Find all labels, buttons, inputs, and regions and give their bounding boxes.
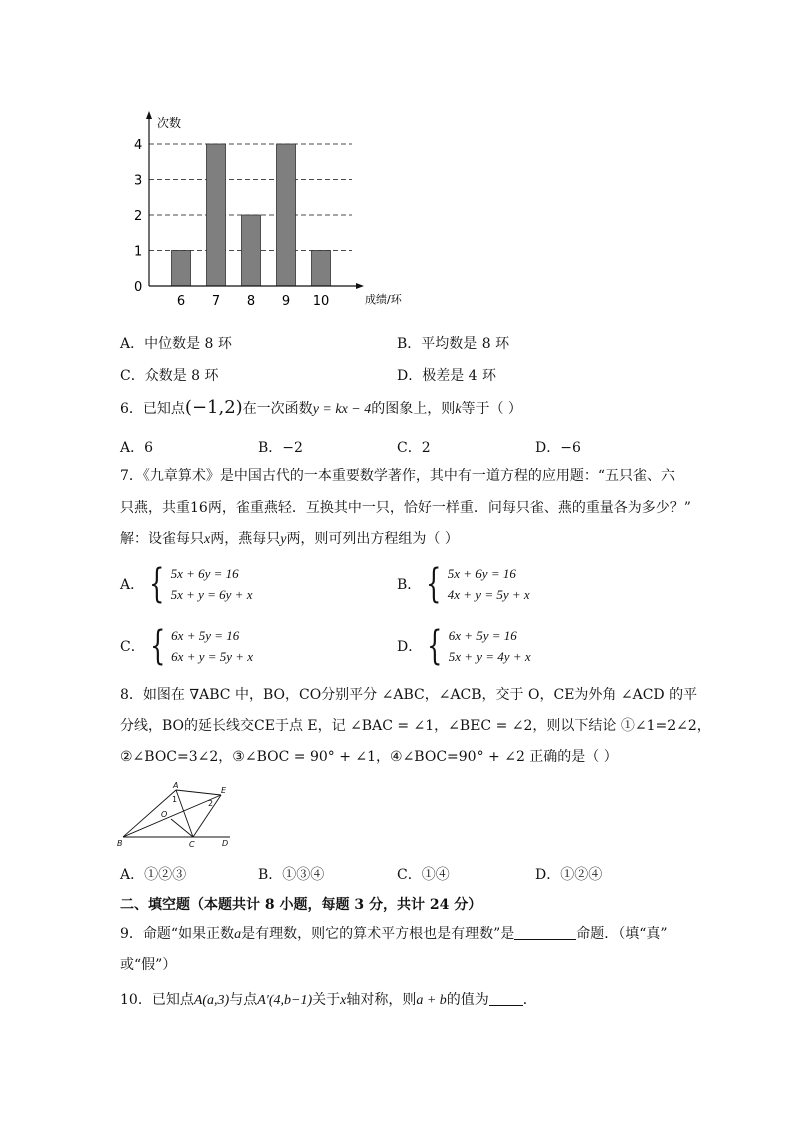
- q8-option-c: C．①④: [397, 867, 450, 883]
- q7-option-c: C． { 6x + 5y = 16 6x + y = 5y + x: [120, 623, 254, 669]
- q6-stem: 6．已知点(−1,2)在一次函数y = kx − 4的图象上，则k等于（ ）: [120, 397, 522, 418]
- x-tick-label: 8: [246, 294, 256, 309]
- label-angle-1: 1: [172, 795, 178, 804]
- q7-option-a: A． { 5x + 6y = 16 5x + y = 6y + x: [120, 561, 253, 607]
- segment-ae: [176, 790, 221, 795]
- bar-10: [312, 251, 331, 287]
- q10-answer-blank[interactable]: [489, 991, 523, 1006]
- q5-option-c: C．众数是 8 环: [120, 368, 219, 384]
- y-tick-label: 2: [134, 209, 143, 224]
- x-tick-label: 7: [211, 294, 221, 309]
- q8-option-b: B．①③④: [258, 867, 325, 883]
- q6-option-b: B．−2: [258, 440, 303, 456]
- label-e: E: [221, 786, 227, 795]
- q7-line-2: 只燕，共重16两，雀重燕轻．互换其中一只，恰好一样重．问每只雀、燕的重量各为多少？”: [120, 500, 691, 516]
- q7-option-b: B． { 5x + 6y = 16 4x + y = 5y + x: [397, 561, 530, 607]
- q9-answer-blank[interactable]: [514, 925, 576, 940]
- q6-option-a: A．6: [120, 440, 154, 456]
- q7-line-1: 7．《九章算术》是中国古代的一本重要数学著作，其中有一道方程的应用题：“五只雀、六: [120, 468, 676, 484]
- q8-line-1: 8．如图在 ∇ABC 中，BO，CO分别平分 ∠ABC，∠ACB，交于 O，CE为外角 ∠ACD 的平: [120, 687, 698, 703]
- chart-yticks: [134, 138, 142, 295]
- q7-option-d: D． { 6x + 5y = 16 5x + y = 4y + x: [397, 623, 531, 669]
- q8-geometry-figure: [117, 780, 242, 850]
- label-b: B: [117, 839, 123, 848]
- q8-line-3: ②∠BOC=3∠2，③∠BOC = 90° + ∠1，④∠BOC=90° + ∠2 正确的是（ ）: [120, 749, 618, 765]
- y-tick-label: 1: [134, 244, 143, 260]
- x-tick-label: 9: [281, 294, 291, 309]
- q7-line-3: 解：设雀每只x两，燕每只y两，则可列出方程组为（ ）: [120, 531, 459, 547]
- label-o: O: [161, 810, 168, 819]
- label-d: D: [222, 839, 229, 848]
- q6-option-c: C．2: [397, 440, 431, 456]
- y-tick-label: 3: [134, 173, 143, 189]
- q5-option-d: D．极差是 4 环: [397, 368, 497, 384]
- q5-option-b: B．平均数是 8 环: [397, 336, 510, 352]
- bar-6: [172, 251, 191, 287]
- x-axis-label: 成绩/环: [365, 293, 402, 306]
- q5-option-a: A．中位数是 8 环: [120, 336, 232, 352]
- y-tick-label: 4: [134, 138, 143, 153]
- bar-7: [207, 144, 226, 286]
- x-tick-label: 6: [176, 294, 186, 309]
- q8-option-d: D．①②④: [535, 867, 603, 883]
- chart-bars: [172, 144, 331, 286]
- x-axis-arrow: [356, 283, 364, 289]
- section-2-title: 二、填空题（本题共计 8 小题，每题 3 分，共计 24 分）: [120, 897, 483, 913]
- q6-option-d: D．−6: [535, 440, 581, 456]
- x-tick-label: 10: [312, 294, 330, 309]
- label-a: A: [173, 781, 179, 790]
- bar-8: [242, 215, 261, 286]
- q8-option-a: A．①②③: [120, 867, 187, 883]
- bar-9: [277, 144, 296, 286]
- q8-line-2: 分线，BO的延长线交CE于点 E，记 ∠BAC = ∠1，∠BEC = ∠2，则以下结论 ①∠1=2∠2，: [120, 718, 711, 734]
- label-angle-2: 2: [208, 799, 214, 808]
- bar-chart: [120, 105, 420, 315]
- q9-line-2: 或“假”）: [120, 957, 177, 973]
- y-axis-arrow: [146, 111, 152, 119]
- chart-xticks: [177, 294, 329, 309]
- q10-stem: 10．已知点A(a,3)与点A′(4,b−1)关于x轴对称，则a + b的值为 ．: [120, 992, 537, 1008]
- segment-ba: [123, 790, 176, 837]
- label-c: C: [189, 840, 195, 849]
- y-tick-label: 0: [134, 280, 143, 295]
- y-axis-label: 次数: [157, 116, 182, 130]
- q9-line-1: 9．命题“如果正数a是有理数，则它的算术平方根也是有理数”是 命题．（填“真”: [120, 926, 668, 942]
